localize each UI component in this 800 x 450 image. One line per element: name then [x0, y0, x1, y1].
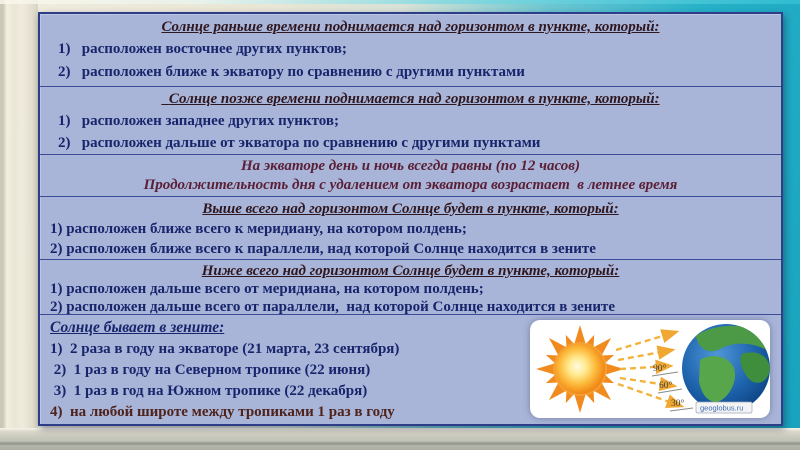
content-panel [38, 12, 783, 426]
background-frame-left [0, 0, 38, 428]
section-title: Солнце позже времени поднимается над горизонтом в пункте, который: [161, 91, 660, 107]
section-sun-rises-later [40, 87, 781, 154]
sun-rays-globe-diagram [530, 320, 770, 418]
statement-line: Продолжительность дня с удалением от экватора возрастает в летнее время [143, 177, 678, 193]
section-sun-lowest [40, 260, 781, 314]
section-equator-day-night [40, 155, 781, 196]
angle-label-60: 60° [659, 381, 673, 391]
list-item: 2) расположен ближе всего к параллели, над которой Солнце находится в зените [50, 241, 596, 257]
watermark-text: geoglobus.ru [700, 403, 744, 413]
sun-rays-arrows [616, 332, 681, 406]
list-item: 2) расположен дальше от экватора по сравнению с другими пунктами [58, 135, 541, 151]
list-item: 2) 1 раз в году на Северном тропике (22 июня) [50, 362, 371, 378]
list-item: 3) 1 раз в год на Южном тропике (22 декабря) [50, 383, 368, 399]
list-item: 1) расположен ближе всего к меридиану, на котором полдень; [50, 221, 467, 237]
background-frame-bottom [0, 428, 800, 450]
list-item: 2) расположен ближе к экватору по сравнению с другими пунктами [58, 64, 525, 80]
background-frame-top [0, 0, 800, 4]
statement-line: На экваторе день и ночь всегда равны (по 12 часов) [241, 158, 580, 174]
angle-label-90: 90° [653, 364, 667, 374]
angle-label-30: 30° [671, 399, 685, 409]
list-item: 1) 2 раза в году на экваторе (21 марта, 23 сентября) [50, 341, 400, 357]
list-item: 1) расположен восточнее других пунктов; [58, 41, 347, 57]
list-item: 1) расположен дальше всего от меридиана, на котором полдень; [50, 281, 484, 297]
list-item: 4) на любой широте между тропиками 1 раз в году [50, 404, 395, 420]
section-sun-at-zenith [40, 315, 781, 424]
section-title: Выше всего над горизонтом Солнце будет в пункте, который: [202, 201, 619, 217]
list-item: 2) расположен дальше всего от параллели, над которой Солнце находится в зените [50, 299, 616, 315]
sun-angle-illustration [530, 320, 770, 418]
section-sun-rises-earlier [40, 14, 781, 86]
section-title: Ниже всего над горизонтом Солнце будет в пункте, который: [201, 263, 620, 279]
section-title: Солнце раньше времени поднимается над горизонтом в пункте, который: [161, 19, 660, 35]
list-item: 1) расположен западнее других пунктов; [58, 113, 339, 129]
sun-icon [536, 325, 624, 413]
section-title: Солнце бывает в зените: [50, 319, 225, 336]
section-sun-highest [40, 197, 781, 259]
